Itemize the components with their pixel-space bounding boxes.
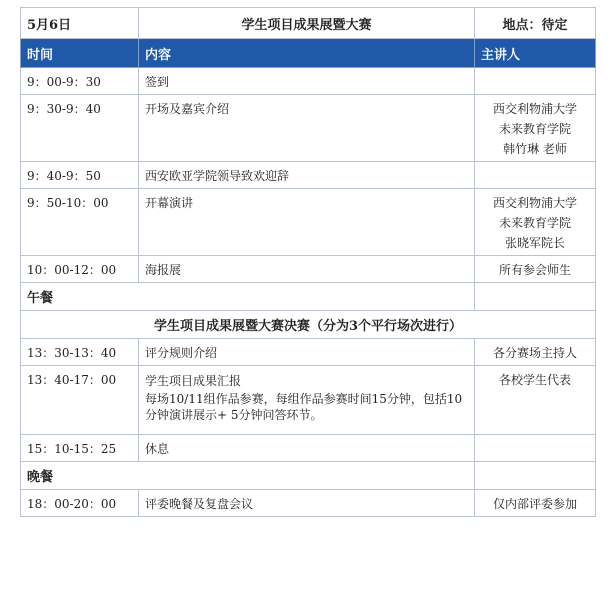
table-row — [21, 339, 596, 366]
speaker-cell — [475, 339, 596, 366]
speaker-cell — [475, 189, 596, 256]
time-cell: 10：00-12：00 — [21, 256, 139, 283]
table-row — [21, 189, 596, 256]
time-cell: 13：40-17：00 — [21, 366, 139, 435]
column-header-speaker: 主讲人 — [475, 39, 596, 68]
lunch-label: 午餐 — [21, 283, 475, 311]
speaker-line: 各分赛场主持人 — [492, 346, 577, 360]
empty-cell — [475, 462, 596, 490]
table-row — [21, 95, 596, 162]
dinner-row — [21, 462, 596, 490]
speaker-line: 仅内部评委参加 — [492, 497, 577, 511]
content-cell: 评委晚餐及复盘会议 — [139, 490, 475, 517]
schedule-table — [20, 7, 596, 517]
table-row — [21, 490, 596, 517]
content-detail: 每场10/11组作品参赛，每组作品参赛时间15分钟，包括10分钟演讲展示+ 5分钟问答环节。 — [145, 392, 463, 422]
table-row — [21, 366, 596, 435]
column-header-time: 时间 — [21, 39, 139, 68]
column-header-row — [21, 39, 596, 68]
table-row — [21, 68, 596, 95]
speaker-cell — [475, 256, 596, 283]
section-row — [21, 311, 596, 339]
content-cell: 开幕演讲 — [139, 189, 475, 256]
speaker-line: 未来教育学院 — [498, 216, 571, 230]
section-title: 学生项目成果展暨大赛决赛（分为3个平行场次进行） — [21, 311, 596, 339]
speaker-line: 韩竹琳 老师 — [503, 142, 567, 156]
speaker-line: 西交利物浦大学 — [492, 102, 577, 116]
speaker-cell — [475, 162, 596, 189]
content-cell: 签到 — [139, 68, 475, 95]
event-date: 5月6日 — [21, 8, 139, 39]
time-cell: 18：00-20：00 — [21, 490, 139, 517]
speaker-line: 张晓军院长 — [504, 236, 565, 250]
time-cell: 9：40-9：50 — [21, 162, 139, 189]
speaker-line: 各校学生代表 — [498, 373, 571, 387]
speaker-line: 西交利物浦大学 — [492, 196, 577, 210]
time-cell: 15：10-15：25 — [21, 435, 139, 462]
schedule-container — [20, 7, 596, 517]
speaker-cell — [475, 95, 596, 162]
column-header-content: 内容 — [139, 39, 475, 68]
table-row — [21, 256, 596, 283]
speaker-cell — [475, 490, 596, 517]
header-row — [21, 8, 596, 39]
speaker-cell — [475, 366, 596, 435]
time-cell: 9：30-9：40 — [21, 95, 139, 162]
lunch-row — [21, 283, 596, 311]
content-cell: 休息 — [139, 435, 475, 462]
speaker-line: 未来教育学院 — [498, 122, 571, 136]
content-cell: 西安欧亚学院领导致欢迎辞 — [139, 162, 475, 189]
table-row — [21, 435, 596, 462]
speaker-line: 所有参会师生 — [498, 263, 571, 277]
event-title: 学生项目成果展暨大赛 — [139, 8, 475, 39]
content-title: 学生项目成果汇报 — [145, 374, 242, 388]
time-cell: 9：50-10：00 — [21, 189, 139, 256]
table-row — [21, 162, 596, 189]
speaker-cell — [475, 68, 596, 95]
dinner-label: 晚餐 — [21, 462, 475, 490]
time-cell: 13：30-13：40 — [21, 339, 139, 366]
speaker-cell — [475, 435, 596, 462]
empty-cell — [475, 283, 596, 311]
time-cell: 9：00-9：30 — [21, 68, 139, 95]
content-cell: 开场及嘉宾介绍 — [139, 95, 475, 162]
content-cell: 评分规则介绍 — [139, 339, 475, 366]
content-cell: 海报展 — [139, 256, 475, 283]
content-cell — [139, 366, 475, 435]
event-location: 地点：待定 — [475, 8, 596, 39]
